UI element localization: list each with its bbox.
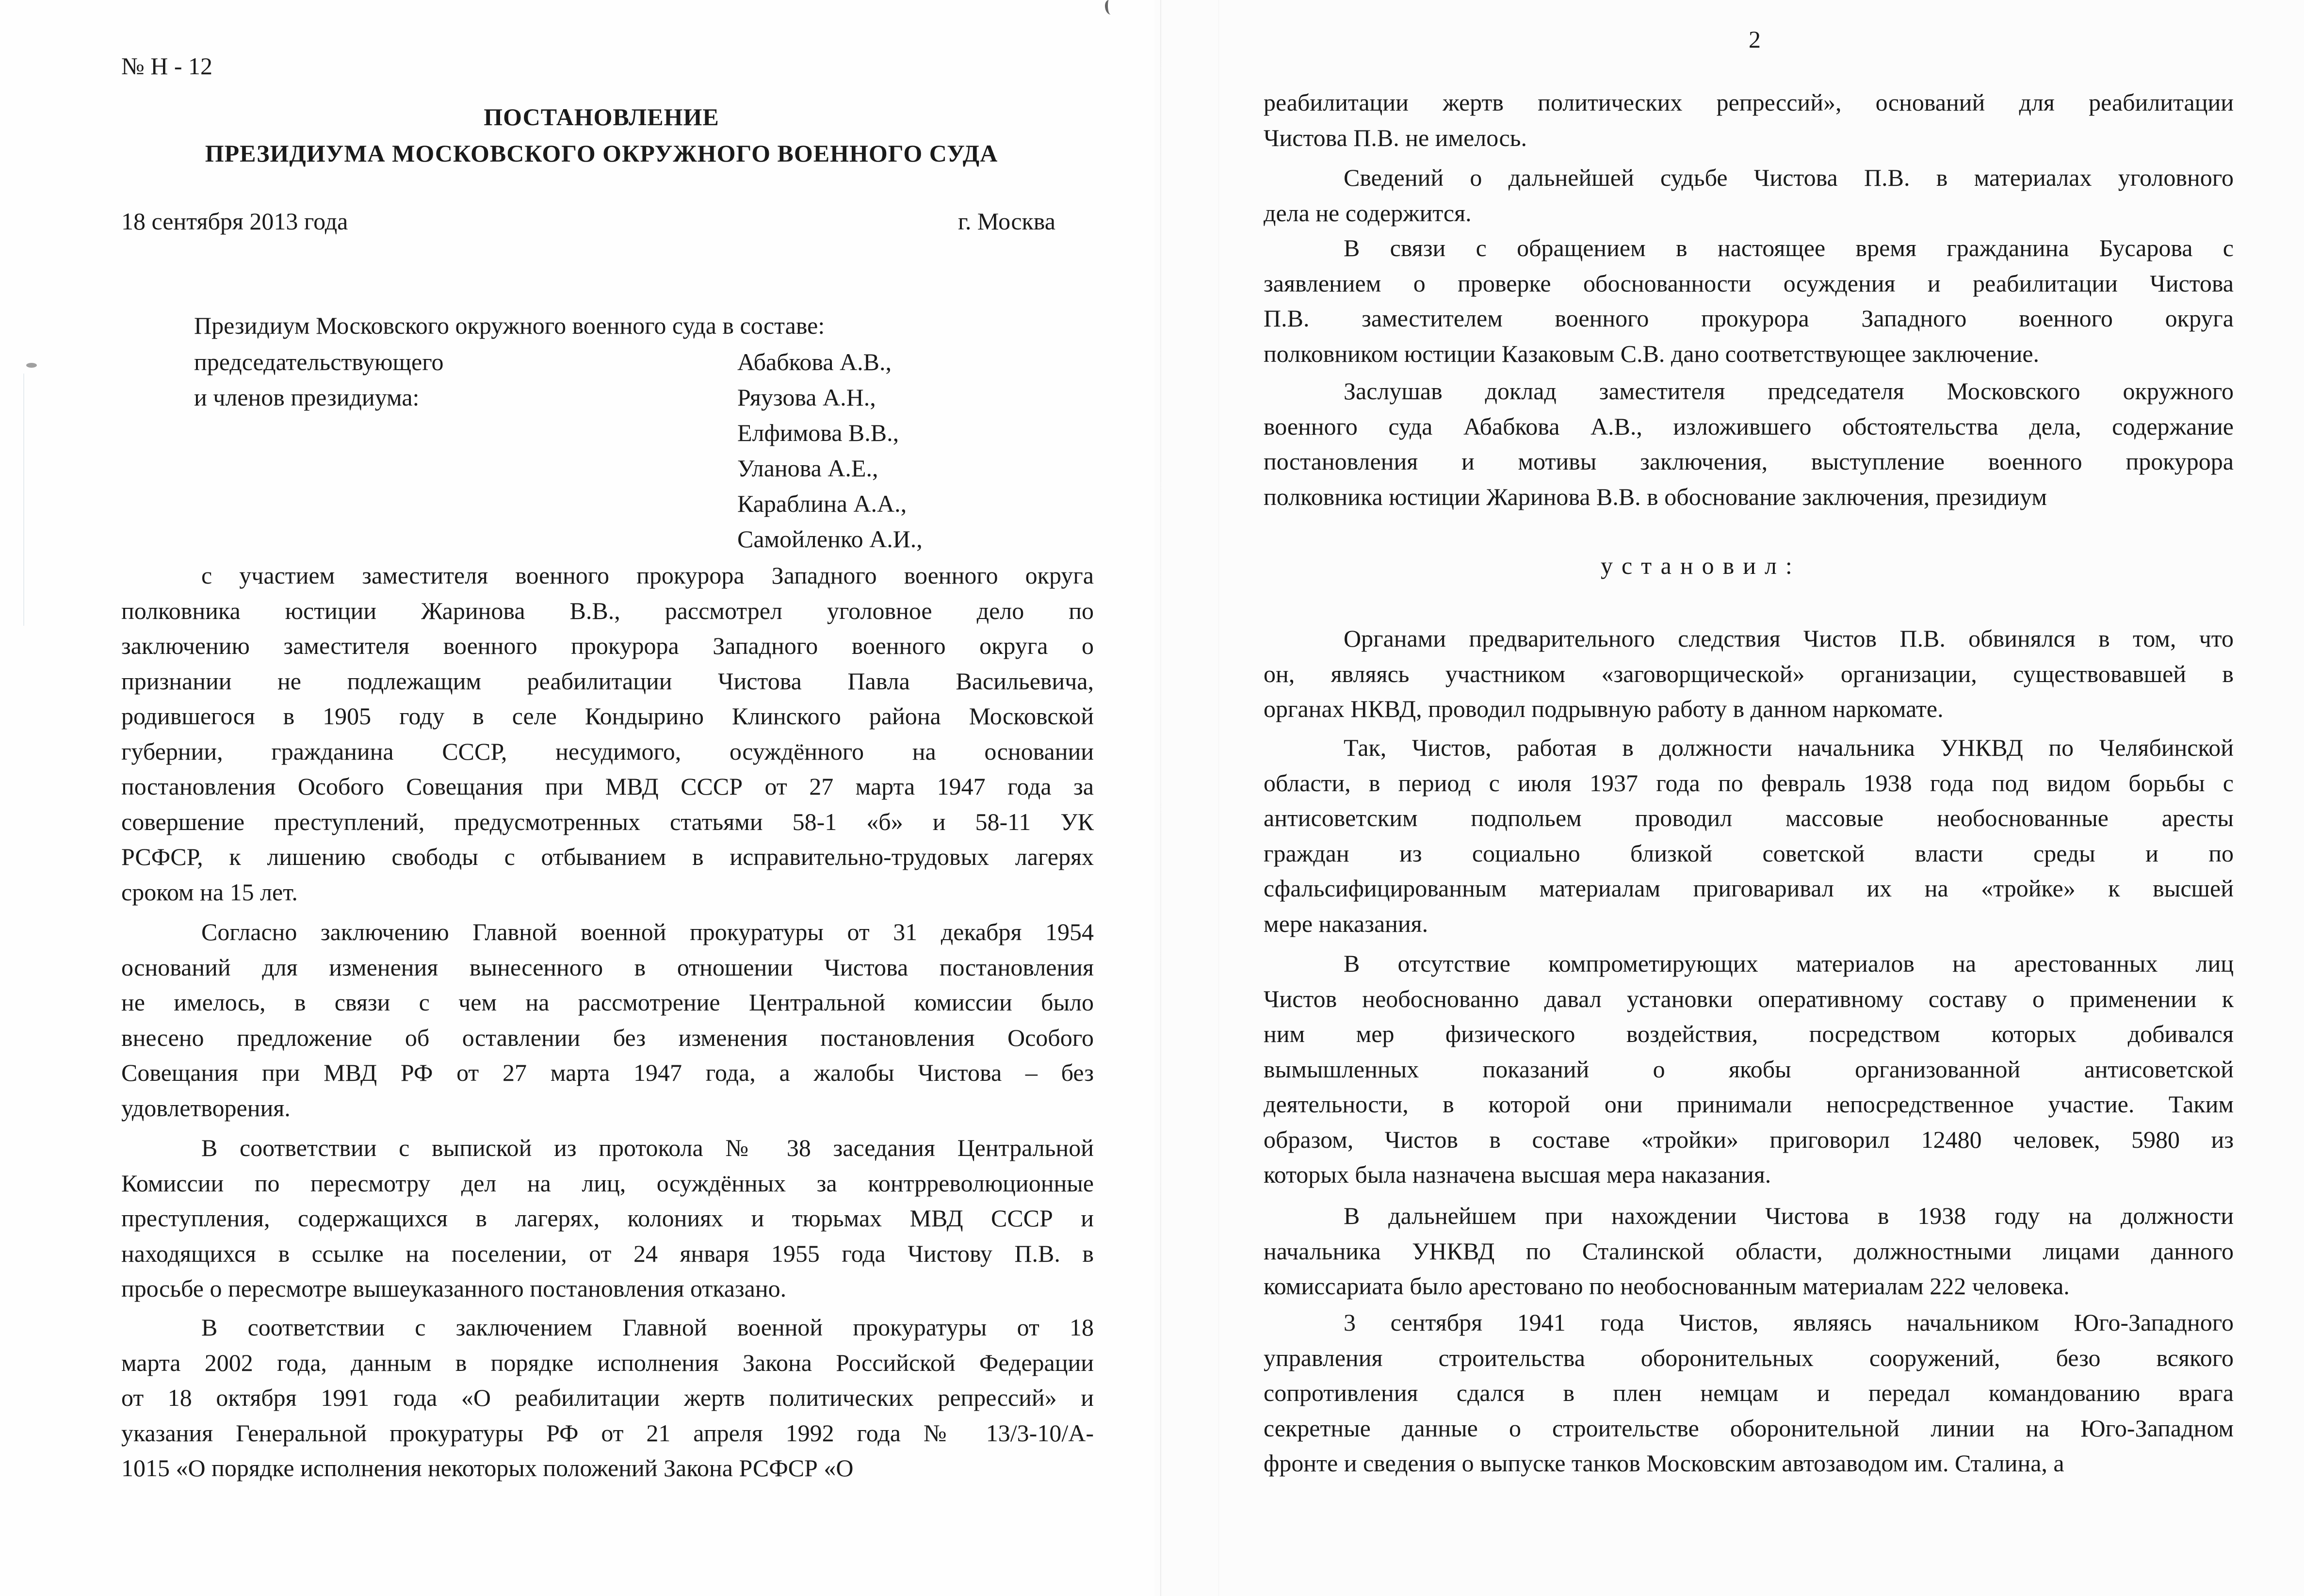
text-line: граждан из социально близкой советской власти среды и по — [1264, 839, 2234, 867]
member-name: Ряузова А.Н., — [737, 384, 876, 411]
member-name: Уланова А.Е., — [737, 455, 878, 482]
text-line: Заслушав доклад заместителя председателя Московского окружного — [1344, 377, 2234, 405]
paragraph — [1264, 374, 2234, 514]
text-line: 1015 «О порядке исполнения некоторых положений Закона РСФСР «О — [121, 1454, 854, 1482]
text-line: комиссариата было арестовано по необоснованным материалам 222 человека. — [1264, 1272, 2070, 1300]
members-label: и членов президиума: — [194, 384, 420, 411]
text-line: дела не содержится. — [1264, 199, 1472, 227]
paragraph — [1264, 730, 2234, 941]
text-line: губернии, гражданина СССР, несудимого, осуждённого на основании — [121, 737, 1094, 765]
page-fold-shadow — [1218, 0, 1219, 1596]
text-line: постановления и мотивы заключения, выступление военного прокурора — [1264, 448, 2234, 475]
text-line: Так, Чистов, работая в должности начальника УНКВД по Челябинской — [1344, 734, 2234, 761]
text-line: полковника юстиции Жаринова В.В. в обоснование заключения, президиум — [1264, 483, 2047, 510]
text-line: начальника УНКВД по Сталинской области, должностными лицами данного — [1264, 1237, 2234, 1265]
text-line: В соответствии с заключением Главной военной прокуратуры от 18 — [201, 1314, 1094, 1341]
text-line: просьбе о пересмотре вышеуказанного постановления отказано. — [121, 1275, 787, 1302]
text-line: 3 сентября 1941 года Чистов, являясь начальником Юго-Западного — [1344, 1309, 2234, 1336]
document-number: № Н - 12 — [121, 52, 212, 80]
text-line: сфальсифицированным материалам приговаривал их на «тройке» к высшей — [1264, 875, 2234, 902]
text-line: Органами предварительного следствия Чистов П.В. обвинялся в том, что — [1344, 625, 2234, 652]
text-line: реабилитации жертв политических репрессий», оснований для реабилитации — [1264, 89, 2234, 116]
text-line: П.В. заместителем военного прокурора Западного военного округа — [1264, 305, 2234, 332]
text-line: В связи с обращением в настоящее время гражданина Бусарова с — [1344, 234, 2234, 261]
text-line: сопротивления сдался в плен немцам и передал командованию врага — [1264, 1379, 2234, 1406]
ustanovil-heading: установил: — [1601, 552, 1801, 579]
text-line: заявлением о проверке обоснованности осуждения и реабилитации Чистова — [1264, 269, 2234, 297]
paragraph — [121, 558, 1094, 910]
text-line: В отсутствие компрометирующих материалов на арестованных лиц — [1344, 950, 2234, 977]
paragraph — [1264, 1198, 2234, 1304]
paragraph — [121, 914, 1094, 1125]
text-line: признании не подлежащим реабилитации Чистова Павла Васильевича, — [121, 667, 1094, 695]
member-name: Караблина А.А., — [737, 490, 907, 517]
text-line: Чистова П.В. не имелось. — [1264, 124, 1527, 151]
text-line: с участием заместителя военного прокурора Западного военного округа — [201, 562, 1094, 589]
text-line: В соответствии с выпиской из протокола № 38 заседания Центральной — [201, 1134, 1094, 1161]
text-line: родившегося в 1905 году в селе Кондырино Клинского района Московской — [121, 702, 1094, 730]
text-line: внесено предложение об оставлении без изменения постановления Особого — [121, 1024, 1094, 1051]
text-line: которых была назначена высшая мера наказания. — [1264, 1161, 1771, 1188]
text-line: указания Генеральной прокуратуры РФ от 21 апреля 1992 года № 13/3-10/А- — [121, 1419, 1094, 1447]
text-line: Согласно заключению Главной военной прокуратуры от 31 декабря 1954 — [201, 918, 1094, 945]
text-line: Совещания при МВД РФ от 27 марта 1947 года, а жалобы Чистова – без — [121, 1059, 1094, 1086]
text-line: заключению заместителя военного прокурора Западного военного округа о — [121, 632, 1094, 659]
text-line: находящихся в ссылке на поселении, от 24 января 1955 года Чистову П.В. в — [121, 1239, 1094, 1267]
text-line: органах НКВД, проводил подрывную работу в данном наркомате. — [1264, 695, 1944, 722]
text-line: военного суда Абабкова А.В., изложившего обстоятельства дела, содержание — [1264, 412, 2234, 440]
page-fold — [1160, 0, 1161, 1596]
text-line: фронте и сведения о выпуске танков Московским автозаводом им. Сталина, а — [1264, 1449, 2064, 1477]
paragraph — [121, 1310, 1094, 1486]
document-title: ПОСТАНОВЛЕНИЕ — [484, 103, 719, 130]
text-line: совершение преступлений, предусмотренных статьями 58-1 «б» и 58-11 УК — [121, 808, 1094, 835]
text-line: управления строительства оборонительных сооружений, безо всякого — [1264, 1344, 2234, 1371]
text-line: полковника юстиции Жаринова В.В., рассмотрел уголовное дело по — [121, 597, 1094, 624]
scan-artifact-line — [23, 374, 24, 626]
member-name: Самойленко А.И., — [737, 525, 923, 553]
text-line: не имелось, в связи с чем на рассмотрение Центральной комиссии было — [121, 989, 1094, 1016]
page-number: 2 — [1749, 26, 1761, 53]
text-line: Комиссии по пересмотру дел на лиц, осуждённых за контрреволюционные — [121, 1169, 1094, 1197]
document-date: 18 сентября 2013 года — [121, 208, 348, 235]
composition-intro: Президиум Московского окружного военного суда в составе: — [194, 312, 825, 339]
text-line: от 18 октября 1991 года «О реабилитации жертв политических репрессий» и — [121, 1384, 1094, 1411]
text-line: он, являясь участником «заговорщической» организации, существовавшей в — [1264, 660, 2234, 687]
text-line: полковником юстиции Казаковым С.В. дано соответствующее заключение. — [1264, 340, 2040, 367]
member-name: Елфимова В.В., — [737, 419, 899, 446]
text-line: Чистов необоснованно давал установки оперативному составу о применении к — [1264, 985, 2234, 1012]
text-line: преступления, содержащихся в лагерях, колониях и тюрьмах МВД СССР и — [121, 1205, 1094, 1232]
document-subtitle: ПРЕЗИДИУМА МОСКОВСКОГО ОКРУЖНОГО ВОЕННОГО СУДА — [205, 140, 998, 167]
scan-artifact-dot — [26, 363, 37, 368]
text-line: постановления Особого Совещания при МВД СССР от 27 марта 1947 года за — [121, 773, 1094, 800]
text-line: образом, Чистов в составе «тройки» приговорил 12480 человек, 5980 из — [1264, 1125, 2234, 1153]
text-line: мере наказания. — [1264, 910, 1428, 937]
text-line: антисоветским подпольем проводил массовые необоснованные аресты — [1264, 804, 2234, 831]
paragraph — [1264, 85, 2234, 155]
text-line: В дальнейшем при нахождении Чистова в 1938 году на должности — [1344, 1202, 2234, 1229]
text-line: деятельности, в которой они принимали непосредственное участие. Таким — [1264, 1091, 2234, 1118]
text-line: марта 2002 года, данным в порядке исполнения Закона Российской Федерации — [121, 1349, 1094, 1376]
paragraph — [1264, 1305, 2234, 1481]
text-line: сроком на 15 лет. — [121, 878, 298, 906]
text-line: РСФСР, к лишению свободы с отбыванием в исправительно-трудовых лагерях — [121, 843, 1094, 870]
text-line: Сведений о дальнейшей судьбе Чистова П.В. в материалах уголовного — [1344, 164, 2234, 191]
chair-name: Абабкова А.В., — [737, 348, 892, 375]
text-line: области, в период с июля 1937 года по февраль 1938 года под видом борьбы с — [1264, 769, 2234, 797]
paragraph — [1264, 621, 2234, 727]
text-line: удовлетворения. — [121, 1094, 291, 1122]
paragraph — [1264, 160, 2234, 230]
text-line: вымышленных показаний о якобы организованной антисоветской — [1264, 1055, 2234, 1083]
paragraph — [1264, 946, 2234, 1192]
paragraph — [121, 1130, 1094, 1306]
paragraph — [1264, 230, 2234, 371]
text-line: ним мер физического воздействия, посредством которых добивался — [1264, 1020, 2234, 1047]
document-city: г. Москва — [958, 208, 1055, 235]
text-line: оснований для изменения вынесенного в отношении Чистова постановления — [121, 953, 1094, 981]
chair-label: председательствующего — [194, 348, 444, 375]
text-line: секретные данные о строительстве оборонительной линии на Юго-Западном — [1264, 1414, 2234, 1442]
